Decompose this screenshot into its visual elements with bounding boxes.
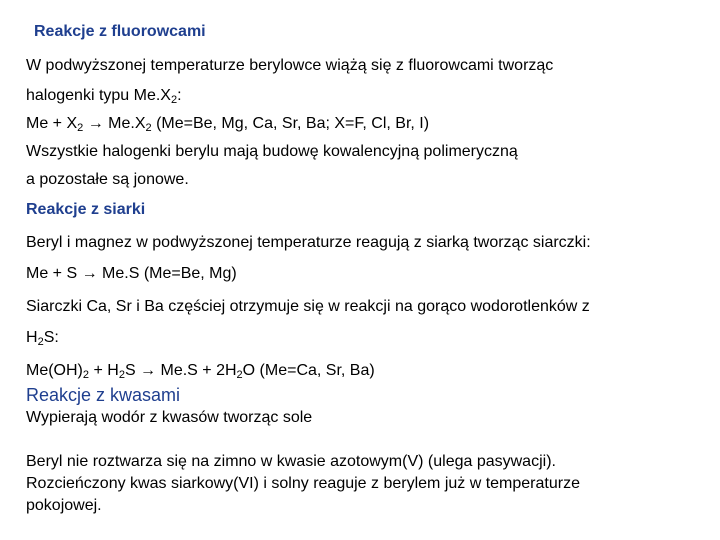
text-line: Rozcieńczony kwas siarkowy(VI) i solny reaguje z berylem już w temperaturze: [26, 475, 580, 492]
heading-fluorowce: Reakcje z fluorowcami: [34, 23, 206, 40]
text-line: W podwyższonej temperaturze berylowce wiążą się z fluorowcami tworząc: [26, 57, 554, 74]
text-line: Siarczki Ca, Sr i Ba częściej otrzymuje się w reakcji na gorąco wodorotlenków z: [26, 298, 590, 315]
text-line: a pozostałe są jonowe.: [26, 171, 189, 188]
text-line: $H_2S$:: [26, 329, 59, 348]
heading-kwasy: Reakcje z kwasami: [26, 385, 181, 405]
text-line: halogenki typu $Me.X_2$:: [26, 87, 182, 106]
text-line: Wszystkie halogenki berylu mają budowę kowalencyjną polimeryczną: [26, 143, 518, 160]
heading-siarka: Reakcje z siarki: [26, 201, 146, 218]
text-line: Wypierają wodór z kwasów tworząc sole: [26, 409, 313, 426]
equation-line: $Me + X_2 \to Me.X_2$ (Me=Be, Mg, Ca, Sr, Ba; X=F, Cl, Br, I): [26, 115, 430, 134]
text-line: pokojowej.: [26, 497, 102, 514]
equation-line: Me + S → Me.S (Me=Be, Mg): [26, 265, 237, 282]
text-line: Beryl nie roztwarza się na zimno w kwasie azotowym(V) (ulega pasywacji).: [26, 453, 556, 470]
text-line: Beryl i magnez w podwyższonej temperaturze reagują z siarką tworząc siarczki:: [26, 234, 591, 251]
equation-line: $Me(OH)_2 + H_2S \to Me.S + 2H_2O$ (Me=Ca, Sr, Ba): [26, 362, 375, 381]
